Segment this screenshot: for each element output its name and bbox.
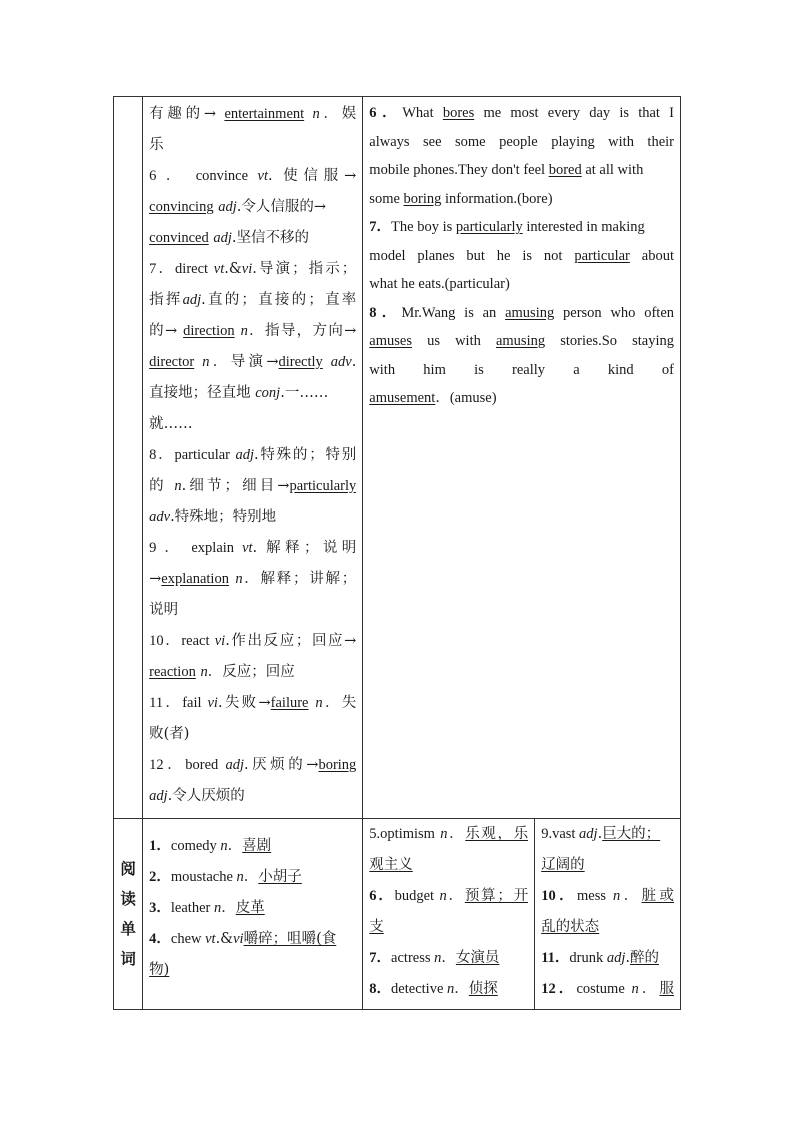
- row-label-empty: [114, 97, 143, 819]
- sentence-line: always see some people playing with their: [369, 133, 674, 150]
- reading-item: 7．actress n．女演员: [369, 950, 500, 966]
- reading-item-cont: 支: [369, 919, 384, 935]
- reading-item: 8．detective n．侦探: [369, 981, 498, 997]
- vocab-line: →explanation n．解释；讲解；: [149, 571, 357, 587]
- reading-item: 12．costume n．服: [541, 981, 674, 997]
- vocab-line: 7．direct vt.&vi.导演；指示；: [149, 261, 357, 277]
- reading-col-3: [535, 819, 681, 1010]
- vocab-line: 有趣的→ entertainment n．娱: [149, 106, 357, 122]
- reading-item-cont: 辽阔的: [541, 857, 585, 873]
- reading-item: 1．comedy n．喜剧: [149, 838, 272, 854]
- reading-item: 2．moustache n．小胡子: [149, 869, 302, 885]
- vocab-line: 11．fail vi.失败→failure n．失: [149, 695, 357, 711]
- vocab-line: 9 ． explain vt. 解释；说明: [149, 540, 357, 556]
- vocab-line: convincing adj.令人信服的→: [149, 199, 326, 215]
- vocabulary-table: [113, 96, 681, 1010]
- sentence-line: model planes but he is not particular about: [369, 247, 674, 264]
- reading-item: 9.vast adj.巨大的；: [541, 826, 661, 842]
- reading-words-label: 阅 读 单 词: [114, 819, 143, 1010]
- sentence-line: with him is really a kind of: [369, 361, 674, 378]
- sentence-line: mobile phones.They don't feel bored at all with: [369, 162, 644, 178]
- sentence-line: what he eats.(particular): [369, 276, 510, 292]
- vocab-line: 乐: [149, 137, 164, 153]
- reading-item: 6．budget n．预算；开: [369, 888, 529, 904]
- vocab-line: 说明: [149, 602, 179, 618]
- reading-item-cont: 观主义: [369, 857, 413, 873]
- reading-item: 10．mess n．脏或: [541, 888, 674, 904]
- vocab-line: reaction n．反应；回应: [149, 664, 295, 680]
- vocab-line: director n．导演→directly adv.: [149, 354, 357, 370]
- reading-col-2: [363, 819, 535, 1010]
- sentence-line: 6．What bores me most every day is that I: [369, 105, 674, 121]
- vocab-line: convinced adj.坚信不移的: [149, 230, 309, 246]
- sentence-cell: [363, 97, 681, 819]
- vocab-line: 的→ direction n．指导，方向→: [149, 323, 357, 339]
- reading-item: 3．leather n．皮革: [149, 900, 265, 916]
- reading-item: 4．chew vt.&vi嚼碎；咀嚼(食: [149, 931, 337, 947]
- vocab-line: 就……: [149, 416, 193, 432]
- vocab-line: 的 n.细节；细目→particularly: [149, 478, 357, 494]
- reading-item: 11．drunk adj.醉的: [541, 950, 659, 966]
- reading-col-1: [143, 819, 363, 1010]
- vocab-line: 8．particular adj.特殊的；特别: [149, 447, 357, 463]
- reading-words-row: [114, 819, 681, 1010]
- sentence-line: 8．Mr.Wang is an amusing person who often: [369, 304, 674, 321]
- reading-item-cont: 物): [149, 962, 170, 978]
- vocab-line: 6 ． convince vt. 使信服→: [149, 168, 357, 184]
- sentence-line: amusement．(amuse): [369, 390, 497, 406]
- vocab-line: adv.特殊地；特别地: [149, 509, 277, 525]
- vocab-line: 10．react vi.作出反应；回应→: [149, 633, 357, 649]
- sentence-line: some boring information.(bore): [369, 190, 553, 207]
- sentence-line: 7．The boy is particularly interested in making: [369, 219, 645, 235]
- vocab-line: adj.令人厌烦的: [149, 788, 245, 804]
- word-forms-row: [114, 97, 681, 819]
- vocab-line: 12．bored adj.厌烦的→boring: [149, 757, 357, 773]
- vocab-line: 指挥adj.直的；直接的；直率: [149, 292, 357, 308]
- sentence-line: amuses us with amusing stories.So staying: [369, 333, 674, 349]
- reading-item-cont: 乱的状态: [541, 919, 600, 935]
- reading-item: 5.optimism n．乐观，乐: [369, 826, 529, 842]
- vocab-line: 直接地；径直地 conj.一……: [149, 385, 329, 401]
- word-forms-cell: [143, 97, 363, 819]
- vocab-line: 败(者): [149, 726, 190, 742]
